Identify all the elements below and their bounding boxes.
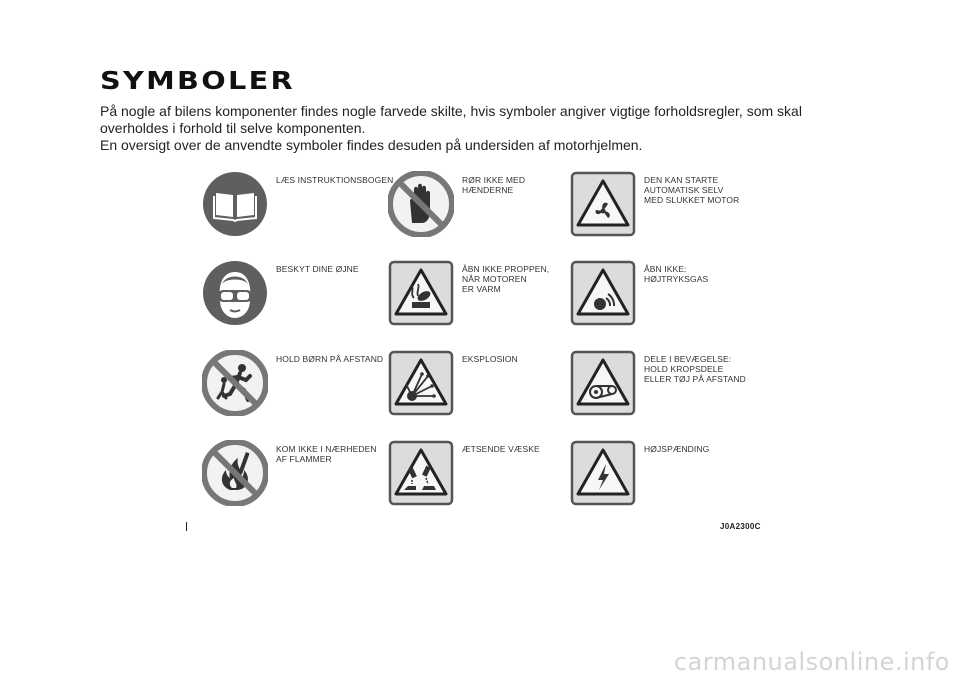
symbol-label: LÆS INSTRUKTIONSBOGEN [276,175,394,185]
symbol-label: KOM IKKE I NÆRHEDEN AF FLAMMER [276,444,377,464]
symbol-high-pressure-gas [570,260,708,326]
symbol-label: DELE I BEVÆGELSE: HOLD KROPSDELE ELLER TØJ PÅ AFSTAND [644,354,746,384]
page-title: SYMBOLER [100,66,295,95]
symbol-label: ÅBN IKKE: HØJTRYKSGAS [644,264,709,284]
fan-warning-icon [570,171,636,237]
symbol-keep-children-away [202,350,383,416]
symbol-read-manual [202,171,393,237]
symbol-explosion [388,350,518,416]
symbol-hot-engine-cap [388,260,549,326]
symbol-corrosive [388,440,540,506]
symbol-do-not-touch [388,171,525,237]
watermark: carmanualsonline.info [673,648,950,676]
no-children-icon [202,350,268,416]
no-touch-hand-icon [388,171,454,237]
symbol-label: EKSPLOSION [462,354,518,364]
symbol-label: HOLD BØRN PÅ AFSTAND [276,354,384,364]
symbol-eye-protection [202,260,359,326]
figure-marker [186,522,187,531]
symbol-label: BESKYT DINE ØJNE [276,264,359,274]
corrosive-warning-icon [388,440,454,506]
symbol-no-open-flames [202,440,377,506]
pressure-warning-icon [570,260,636,326]
symbol-label: HØJSPÆNDING [644,444,710,454]
goggles-icon [202,260,268,326]
symbol-high-voltage [570,440,709,506]
symbol-label: ÅBN IKKE PROPPEN, NÅR MOTOREN ER VARM [462,264,550,294]
explosion-warning-icon [388,350,454,416]
intro-paragraph-2: En oversigt over de anvendte symboler findes desuden på undersiden af motorhjelmen. [100,137,643,153]
intro-paragraph-1: På nogle af bilens komponenter findes nogle farvede skilte, hvis symboler angiver vigtige forholdsregler, som skal overholdes i forhold til selve komponenten. [100,103,802,136]
figure-reference: J0A2300C [720,522,761,531]
symbol-fan-auto-start [570,171,739,237]
symbol-label: ÆTSENDE VÆSKE [462,444,540,454]
high-voltage-warning-icon [570,440,636,506]
symbol-moving-parts [570,350,746,416]
moving-parts-warning-icon [570,350,636,416]
intro-text [100,103,860,154]
symbol-label: DEN KAN STARTE AUTOMATISK SELV MED SLUKKET MOTOR [644,175,740,205]
hot-cap-warning-icon [388,260,454,326]
symbol-label: RØR IKKE MED HÆNDERNE [462,175,526,195]
book-icon [202,171,268,237]
no-flames-icon [202,440,268,506]
